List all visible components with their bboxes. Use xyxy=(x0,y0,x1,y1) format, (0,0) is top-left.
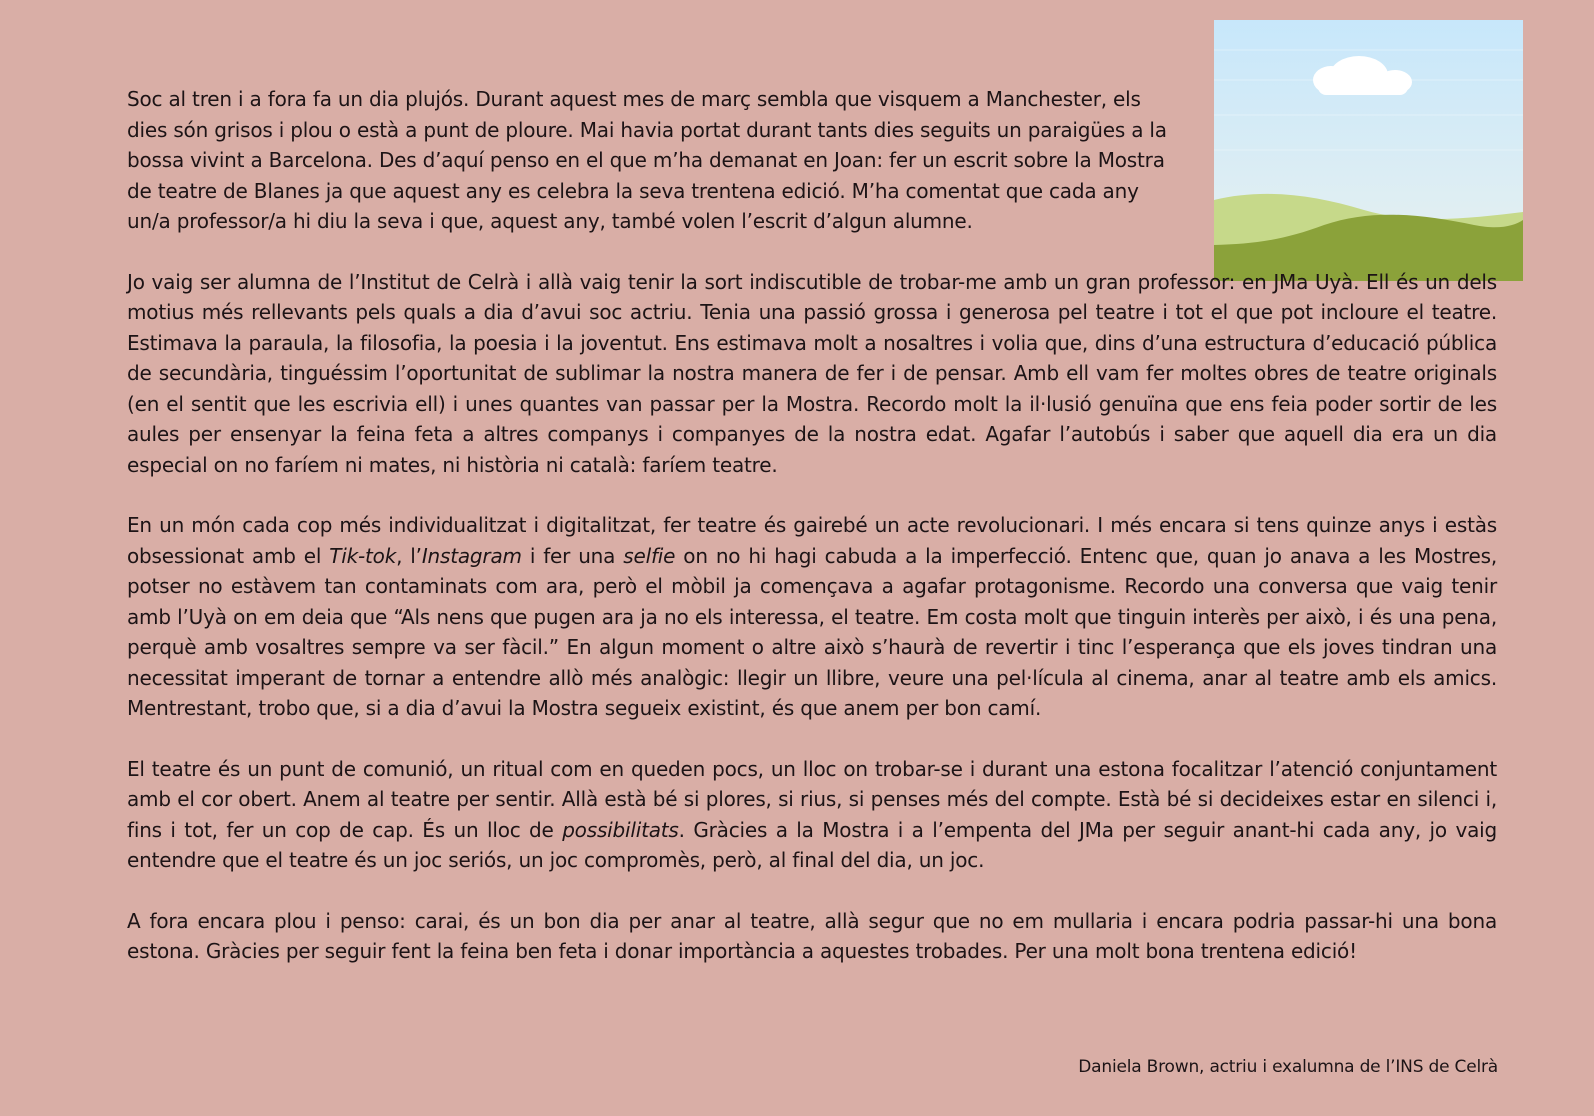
paragraph-5: A fora encara plou i penso: carai, és un bon dia per anar al teatre, allà segur que no em mullaria i encara podria passar-hi una bona estona. Gràcies per seguir fent la feina ben feta i donar importància a aquestes trobades. Per una molt bona trentena edició! xyxy=(127,908,1497,963)
article-body xyxy=(127,84,1497,967)
paragraph-3-text-a: En un món cada cop més individualitzat i digitalitzat, fer teatre és gairebé un acte revolucionari. I més encara si tens quinze anys i estàs obsessionat amb el xyxy=(127,513,1497,568)
emphasis-tiktok: Tik-tok xyxy=(329,543,397,568)
paragraph-2: Jo vaig ser alumna de l’Institut de Celrà i allà vaig tenir la sort indiscutible de trobar-me amb un gran professor: en JMa Uyà. Ell és un dels motius més rellevants pels quals a dia d’avui soc actriu. Tenia una passió grossa i generosa pel teatre i tot el que pot incloure el teatre. Estimava la paraula, la filosofia, la poesia i la joventut. Ens estimava molt a nosaltres i volia que, dins d’una estructura d’educació pública de secundària, tinguéssim l’oportunitat de sublimar la nostra manera de fer i de pensar. Amb ell vam fer moltes obres de teatre originals (en el sentit que les escrivia ell) i unes quantes van passar per la Mostra. Recordo molt la il·lusió genuïna que ens feia poder sortir de les aules per ensenyar la feina feta a altres companys i companyes de la nostra edat. Agafar l’autobús i saber que aquell dia era un dia especial on no faríem ni mates, ni història ni català: faríem teatre. xyxy=(127,269,1497,477)
paragraph-3-text-b: , l’ xyxy=(396,543,422,568)
paragraph-4 xyxy=(127,754,1497,876)
emphasis-instagram: Instagram xyxy=(421,543,522,568)
paragraph-4-text-a: El teatre és un punt de comunió, un ritual com en queden pocs, un lloc on trobar-se i durant una estona focalitzar l’atenció conjuntament amb el cor obert. Anem al teatre per sentir. Allà està bé si plores, si rius, si penses més del compte. Està bé si decideixes estar en silenci i, fins i tot, fer un cop de cap. És un lloc de xyxy=(127,756,1497,842)
paragraph-4-text-b: . Gràcies a la Mostra i a l’empenta del JMa per seguir anant-hi cada any, jo vaig entendre que el teatre és un joc seriós, un joc compromès, però, al final del dia, un joc. xyxy=(127,817,1497,872)
author-signature: Daniela Brown, actriu i exalumna de l’INS de Celrà xyxy=(1078,1057,1498,1077)
paragraph-1: Soc al tren i a fora fa un dia plujós. Durant aquest mes de març sembla que visquem a Manchester, els dies són grisos i plou o està a punt de ploure. Mai havia portat durant tants dies seguits un paraigües a la bossa vivint a Barcelona. Des d’aquí penso en el que m’ha demanat en Joan: fer un escrit sobre la Mostra de teatre de Blanes ja que aquest any es celebra la seva trentena edició. M’ha comentat que cada any un/a professor/a hi diu la seva i que, aquest any, també volen l’escrit d’algun alumne. xyxy=(127,87,1167,233)
paragraph-3 xyxy=(127,510,1497,724)
emphasis-selfie: selfie xyxy=(623,543,676,568)
paragraph-3-text-c: i fer una xyxy=(521,543,624,568)
paragraph-3-text-d: on no hi hagi cabuda a la imperfecció. Entenc que, quan jo anava a les Mostres, potser no estàvem tan contaminats com ara, però el mòbil ja començava a agafar protagonisme. Recordo una conversa que vaig tenir amb l’Uyà on em deia que “Als nens que pugen ara ja no els interessa, el teatre. Em costa molt que tinguin interès per això, i és una pena, perquè amb vosaltres sempre va ser fàcil.” En algun moment o altre això s’haurà de revertir i tinc l’esperança que els joves tindran una necessitat imperant de tornar a entendre allò més analògic: llegir un llibre, veure una pel·lícula al cinema, anar al teatre amb els amics. Mentrestant, trobo que, si a dia d’avui la Mostra segueix existint, és que anem per bon camí. xyxy=(127,543,1497,720)
emphasis-possibilitats: possibilitats xyxy=(562,817,679,842)
